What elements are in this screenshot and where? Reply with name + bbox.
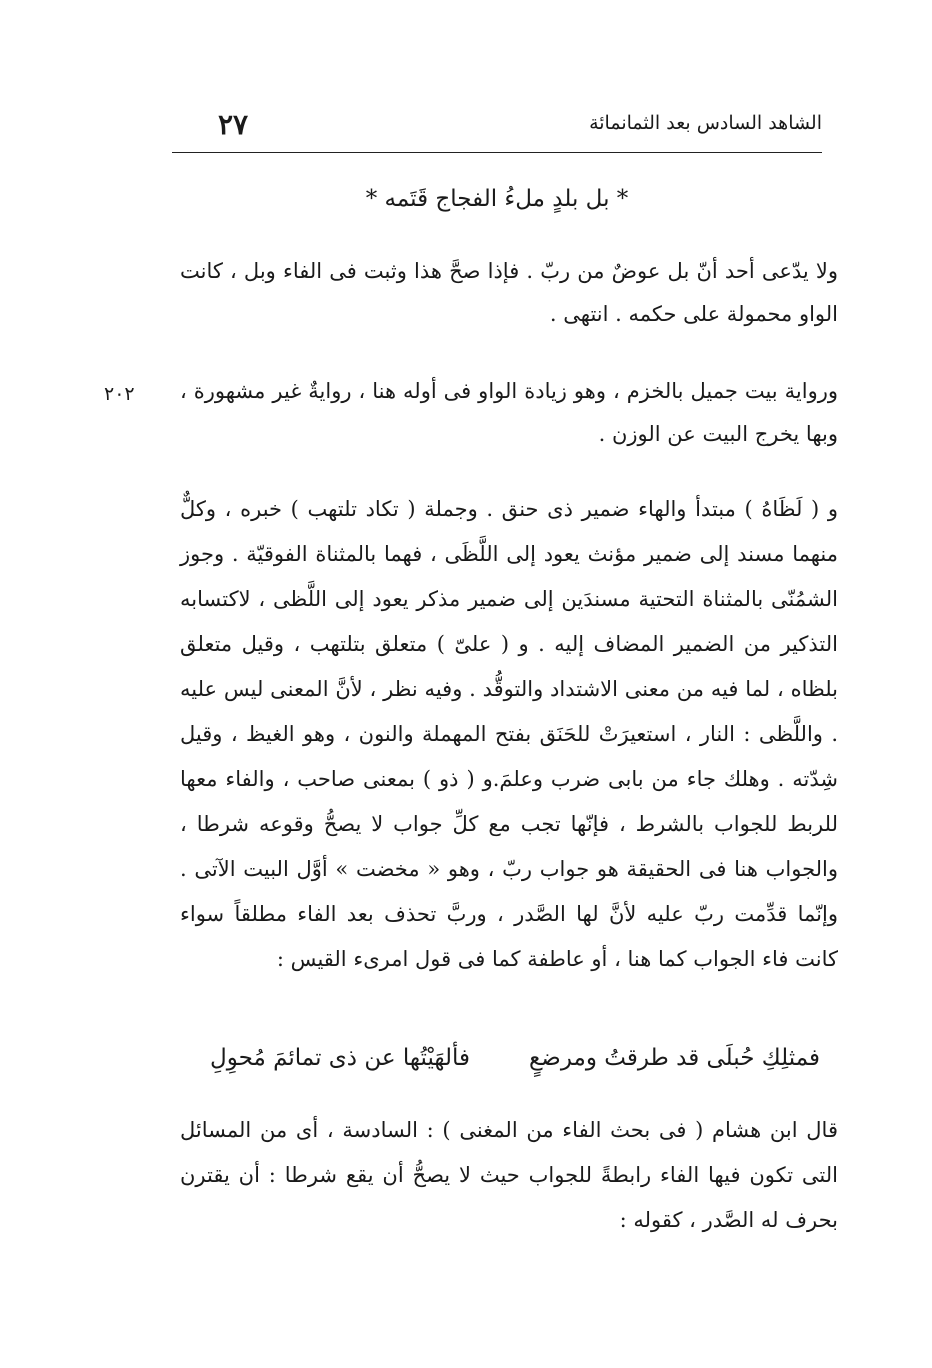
verse-line: * بل بلدٍ ملءُ الفجاج قَتَمه * (365, 186, 629, 212)
second-hemistich: فألهَيْتُها عن ذى تمائمَ مُحوِلِ (210, 1045, 470, 1071)
paragraph-1: ولا يدّعى أحد أنّ بل عوضٌ من ربّ . فإذا صحَّ هذا وثبت فى الفاء وبل ، كانت الواو محمولة على حكمه . انتهى . (180, 259, 838, 326)
paragraph-4: قال ابن هشام ( فى بحث الفاء من المغنى ) : السادسة ، أى من المسائل التى تكون فيها الفاء رابطةً للجواب حيث لا يصحُّ أن يقع شرطا : أن يقترن بحرف له الصَّدر ، كقوله : (180, 1118, 838, 1232)
margin-number: ٢٠٢ (104, 383, 135, 405)
paragraph-2: ورواية بيت جميل بالخزم ، وهو زيادة الواو فى أوله هنا ، روايةٌ غير مشهورة ، وبها يخرج البيت عن الوزن . (180, 379, 838, 446)
first-hemistich: فمثلِكِ حُبلَى قد طرقتُ ومرضعٍ (529, 1045, 820, 1071)
page-number: ٢٧ (218, 108, 249, 141)
paragraph-3: و ( لَظَاهُ ) مبتدأ والهاء ضمير ذى حنق . وجملة ( تكاد تلتهب ) خبره ، وكلٌّ منهما مسند إلى ضمير مؤنث يعود إلى اللَّظَى ، فهما بالمثناة الفوقيّة . وجوز الشمُنّى بالمثناة التحتية مسندَين إلى ضمير مذكر يعود إلى اللَّظى ، لاكتسابه التذكير من الضمير المضاف إليه . و ( علىّ ) متعلق بتلتهب ، وقيل متعلق بلظاه ، لما فيه من معنى الاشتداد والتوقُّد . وفيه نظر ، لأنَّ المعنى ليس عليه . واللَّظى : النار ، استعيرَتْ للحَنَق بفتح المهملة والنون ، وهو الغيظ ، وقيل شِدّته . وهلك جاء من بابى ضرب وعلمَ.و ( ذو ) بمعنى صاحب ، والفاء معها للربط للجواب بالشرط ، فإنّها تجب مع كلِّ جواب لا يصحُّ وقوعه شرطا ، والجواب هنا فى الحقيقة هو جواب ربّ ، وهو « مخضت » أوَّل البيت الآتى . وإنّما قدِّمت ربّ عليه لأنَّ لها الصَّدر ، وربَّ تحذف بعد الفاء مطلقاً سواء كانت فاء الجواب كما هنا ، أو عاطفة كما فى قول امرىء القيس : (180, 497, 838, 971)
running-title: الشاهد السادس بعد الثمانمائة (589, 112, 822, 134)
header-rule (172, 152, 822, 153)
